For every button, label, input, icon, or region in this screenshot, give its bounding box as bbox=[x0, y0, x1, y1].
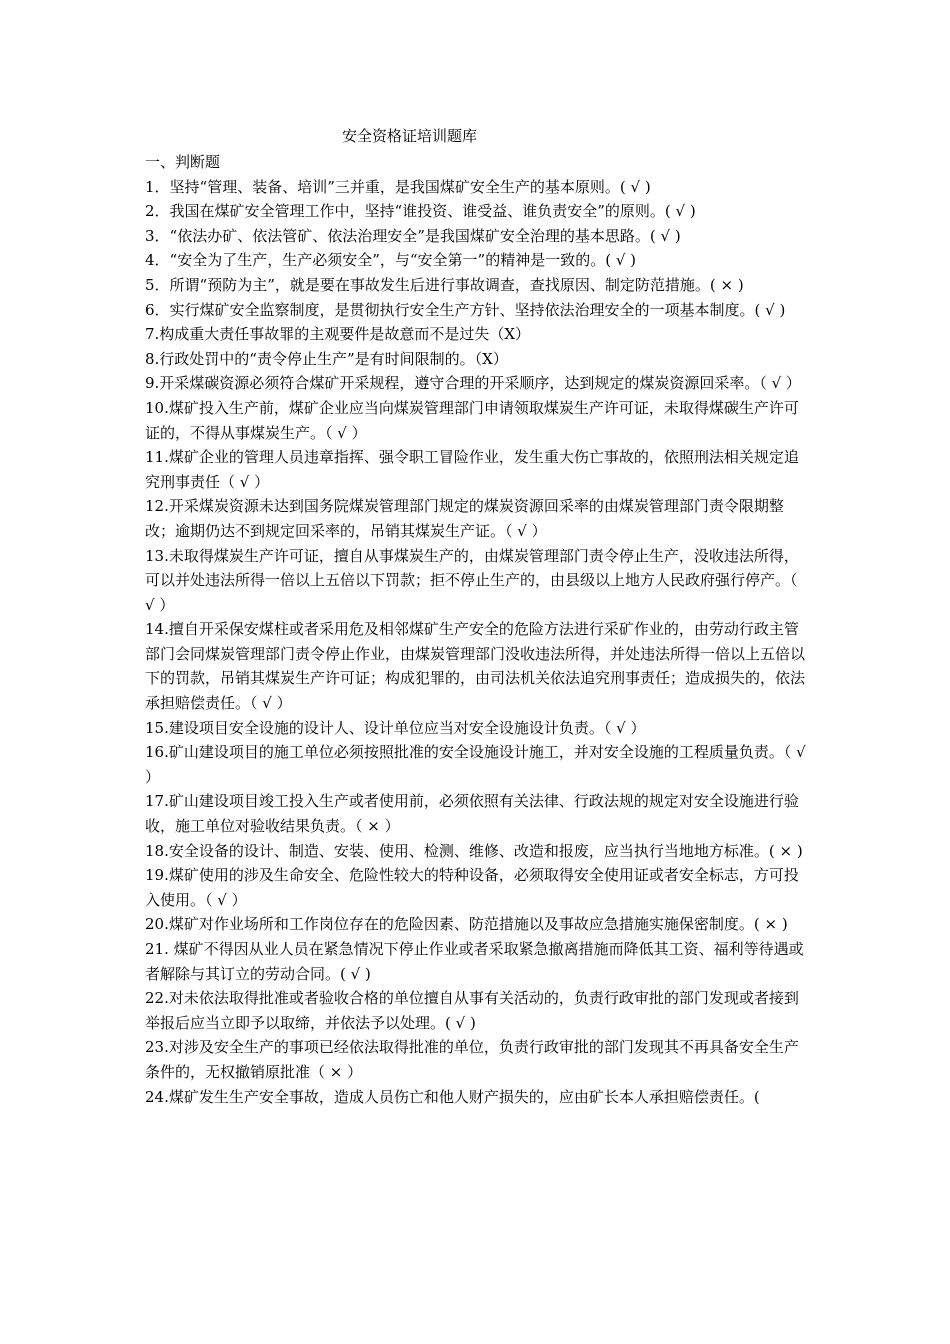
question-item: 22.对未依法取得批准或者验收合格的单位擅自从事有关活动的，负责行政审批的部门发现或者接到举报后应当立即予以取缔，并依法予以处理。( √ ) bbox=[145, 989, 799, 1032]
question-item: 10.煤矿投入生产前，煤矿企业应当向煤炭管理部门申请领取煤炭生产许可证，未取得煤碳生产许可证的，不得从事煤炭生产。（ √ ） bbox=[145, 398, 799, 442]
question-item: 9.开采煤碳资源必须符合煤矿开采规程，遵守合理的开采顺序，达到规定的煤炭资源回采率。（ √ ） bbox=[145, 374, 801, 393]
question-item: 19.煤矿使用的涉及生命安全、危险性较大的特种设备，必须取得安全使用证或者安全标志，方可投入使用。（ √ ） bbox=[145, 866, 799, 909]
question-item: 23.对涉及安全生产的事项已经依法取得批准的单位，负责行政审批的部门发现其不再具备安全生产条件的，无权撤销原批准（ × ） bbox=[145, 1038, 799, 1081]
question-item: 1．坚持“管理、装备、培训”三并重，是我国煤矿安全生产的基本原则。( √ ) bbox=[145, 177, 651, 196]
question-item: 15.建设项目安全设施的设计人、设计单位应当对安全设施设计负责。（ √ ） bbox=[145, 718, 646, 737]
question-item: 4．“安全为了生产，生产必须安全”，与“安全第一”的精神是一致的。( √ ) bbox=[145, 251, 637, 270]
question-item: 17.矿山建设项目竣工投入生产或者使用前，必须依照有关法律、行政法规的规定对安全设施进行验收，施工单位对验收结果负责。（ × ） bbox=[145, 792, 799, 836]
question-item: 6．实行煤矿安全监察制度，是贯彻执行安全生产方针、坚持依法治理安全的一项基本制度。( √ ) bbox=[145, 300, 786, 319]
question-item: 24.煤矿发生生产安全事故，造成人员伤亡和他人财产损失的，应由矿长本人承担赔偿责任。( bbox=[145, 1087, 760, 1106]
question-item: 14.擅自开采保安煤柱或者采用危及相邻煤矿生产安全的危险方法进行采矿作业的，由劳动行政主管部门会同煤炭管理部门责令停止作业，由煤炭管理部门没收违法所得，并处违法所得一倍以上五倍以下的罚款，吊销其煤炭生产许可证；构成犯罪的，由司法机关依法追究刑事责任；造成损失的，依法承担赔偿责任。（ √ ） bbox=[145, 620, 806, 713]
question-item: 7.构成重大责任事故罪的主观要件是故意而不是过失（X） bbox=[145, 325, 530, 344]
question-item: 13.未取得煤炭生产许可证，擅自从事煤炭生产的，由煤炭管理部门责令停止生产，没收违法所得，可以并处违法所得一倍以上五倍以下罚款；拒不停止生产的，由县级以上地方人民政府强行停产。（ √ ） bbox=[145, 546, 799, 614]
question-item: 16.矿山建设项目的施工单位必须按照批准的安全设施设计施工，并对安全设施的工程质量负责。（ √ ） bbox=[145, 743, 806, 786]
question-item: 8.行政处罚中的“责令停止生产”是有时间限制的。（X） bbox=[145, 349, 508, 368]
document-title: 安全资格证培训题库 bbox=[342, 127, 478, 145]
question-item: 11.煤矿企业的管理人员违章指挥、强令职工冒险作业，发生重大伤亡事故的，依照刑法相关规定追究刑事责任（ √ ） bbox=[145, 448, 799, 491]
question-item: 18.安全设备的设计、制造、安装、使用、检测、维修、改造和报废，应当执行当地地方标准。( × ) bbox=[145, 841, 803, 860]
question-item: 12.开采煤炭资源未达到国务院煤炭管理部门规定的煤炭资源回采率的由煤炭管理部门责令限期整改；逾期仍达不到规定回采率的，吊销其煤炭生产证。（ √ ） bbox=[145, 497, 784, 540]
question-item: 5．所谓“预防为主”，就是要在事故发生后进行事故调查，查找原因、制定防范措施。( × ) bbox=[145, 275, 744, 294]
question-list bbox=[145, 150, 811, 1109]
question-item: 2．我国在煤矿安全管理工作中，坚持“谁投资、谁受益、谁负责安全”的原则。( √ ) bbox=[145, 202, 696, 221]
question-item: 3．“依法办矿、依法管矿、依法治理安全”是我国煤矿安全治理的基本思路。( √ ) bbox=[145, 226, 681, 245]
section-heading: 一、判断题 bbox=[145, 153, 221, 171]
question-item: 21. 煤矿不得因从业人员在紧急情况下停止作业或者采取紧急撤离措施而降低其工资、福利等待遇或者解除与其订立的劳动合同。( √ ) bbox=[145, 940, 804, 983]
question-item: 20.煤矿对作业场所和工作岗位存在的危险因素、防范措施以及事故应急措施实施保密制度。( × ) bbox=[145, 915, 788, 934]
